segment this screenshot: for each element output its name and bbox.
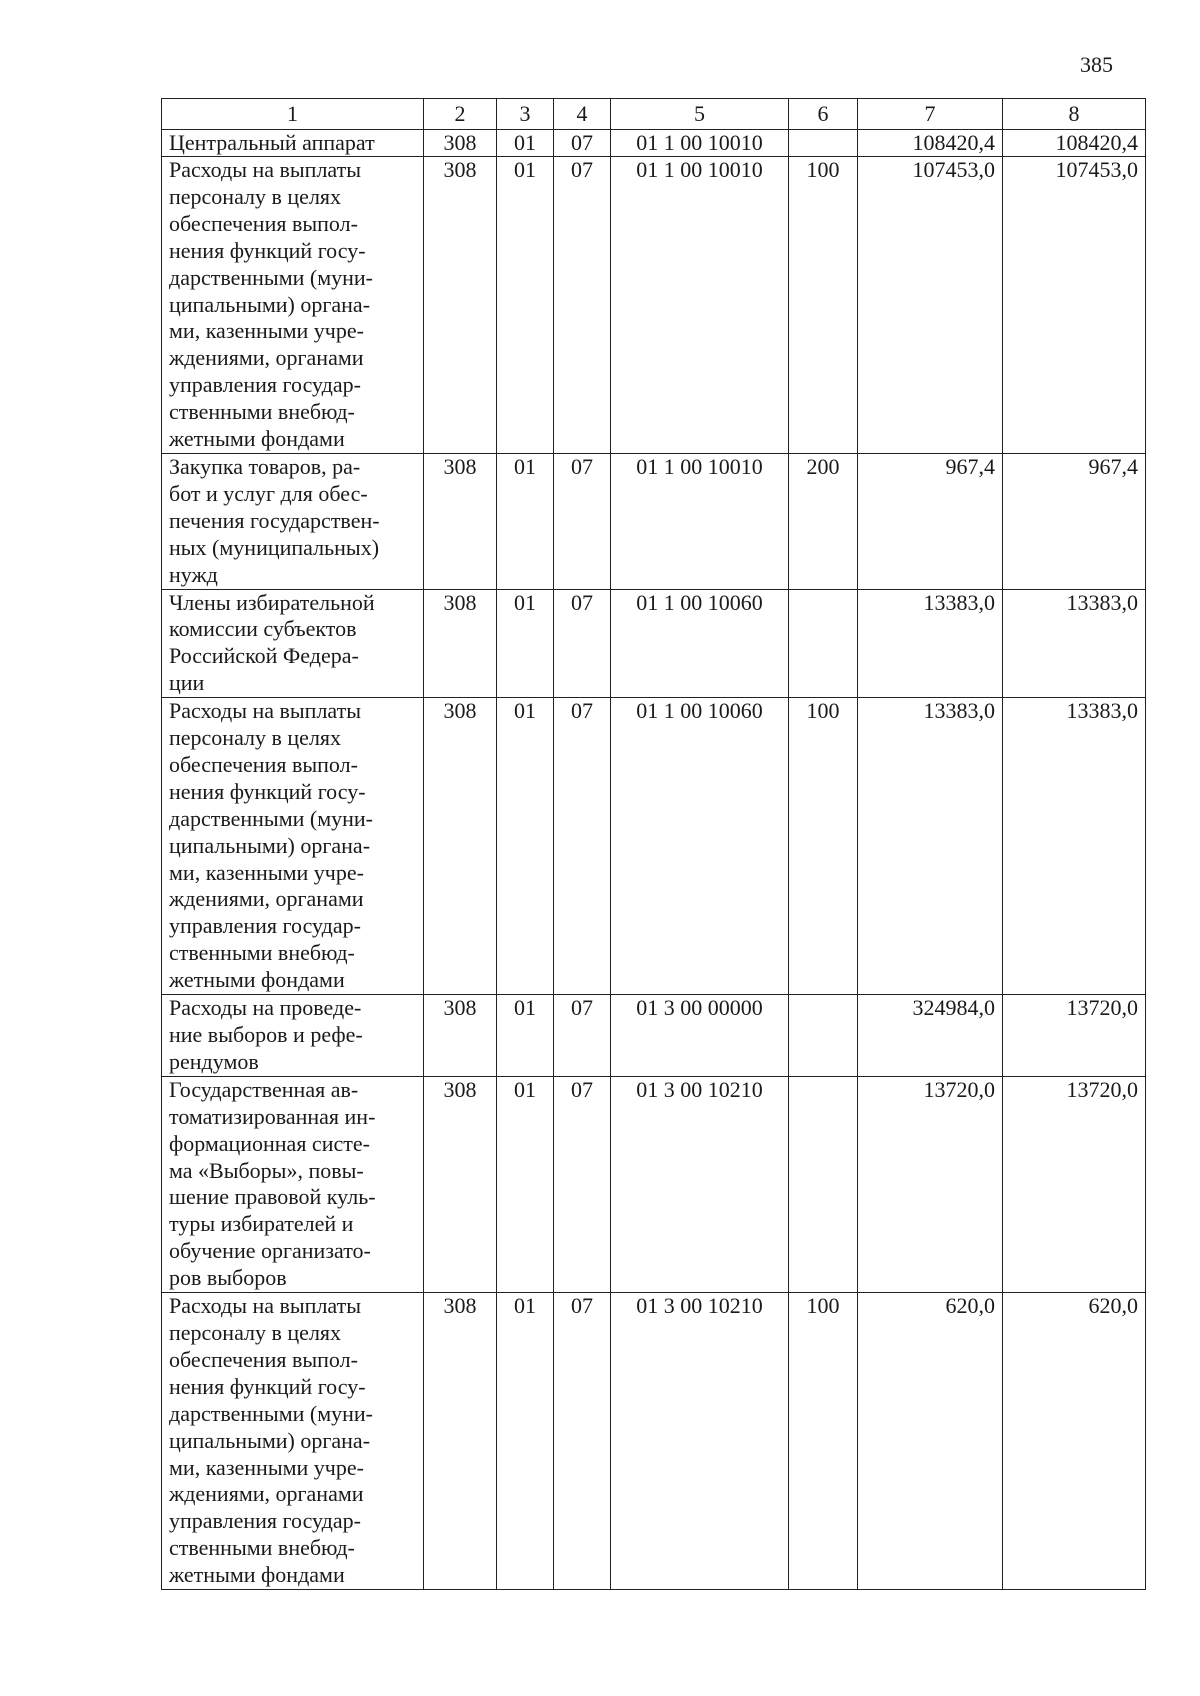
expense-name-line: томатизированная ин-	[169, 1103, 376, 1129]
table-row	[162, 698, 1146, 995]
expense-name-line: ние выборов и рефе-	[169, 1022, 363, 1047]
expense-name-line: Расходы на выплаты	[169, 698, 362, 724]
amount-year-2: 967,4	[1003, 453, 1146, 589]
expense-name-line: персоналу в целях	[169, 183, 342, 209]
expense-name	[162, 130, 424, 157]
expense-name-line: ждениями, органами	[169, 1481, 364, 1507]
amount-year-1: 13383,0	[858, 589, 1003, 698]
subsection-code: 07	[554, 1076, 611, 1292]
amount-year-1: 967,4	[858, 453, 1003, 589]
section-code: 01	[497, 157, 554, 454]
expense-name-line: ственными внебюд-	[169, 940, 355, 966]
expense-name-line: нения функций госу-	[169, 1373, 366, 1399]
target-article-code: 01 3 00 00000	[611, 995, 789, 1077]
expense-name-line: жетными фондами	[169, 1562, 345, 1588]
expense-type-code	[789, 130, 858, 157]
expense-name-line: ров выборов	[169, 1265, 287, 1291]
expense-name-line: обеспечения выпол-	[169, 210, 358, 236]
expense-name-line: бот и услуг для обес-	[169, 480, 368, 506]
expense-name-line: ми, казенными учре-	[169, 1454, 364, 1480]
target-article-code: 01 1 00 10010	[611, 157, 789, 454]
expense-name	[162, 698, 424, 995]
expense-name-line: ми, казенными учре-	[169, 318, 364, 344]
expense-name-line: управления государ-	[169, 1508, 361, 1534]
table-row	[162, 589, 1146, 698]
subsection-code: 07	[554, 1293, 611, 1590]
section-code: 01	[497, 130, 554, 157]
expense-type-code: 200	[789, 453, 858, 589]
subsection-code: 07	[554, 995, 611, 1077]
expense-name-line: нения функций госу-	[169, 778, 366, 804]
section-code: 01	[497, 995, 554, 1077]
expense-name-line: комиссии субъектов	[169, 616, 357, 642]
amount-year-2: 13383,0	[1003, 589, 1146, 698]
header-col-4: 4	[554, 99, 611, 130]
expense-name-line: ждениями, органами	[169, 886, 364, 912]
expense-name-line: шение правовой куль-	[169, 1184, 376, 1210]
expense-name-line: дарственными (муни-	[169, 805, 374, 831]
ministry-code: 308	[424, 995, 497, 1077]
table-row	[162, 995, 1146, 1077]
header-col-3: 3	[497, 99, 554, 130]
expense-type-code	[789, 589, 858, 698]
amount-year-2: 13720,0	[1003, 1076, 1146, 1292]
expense-name-line: управления государ-	[169, 372, 361, 398]
expense-type-code: 100	[789, 698, 858, 995]
expense-name-line: Государственная ав-	[169, 1076, 359, 1102]
ministry-code: 308	[424, 1076, 497, 1292]
target-article-code: 01 1 00 10060	[611, 698, 789, 995]
ministry-code: 308	[424, 589, 497, 698]
ministry-code: 308	[424, 1293, 497, 1590]
subsection-code: 07	[554, 698, 611, 995]
expense-name-line: персоналу в целях	[169, 725, 342, 751]
table-row	[162, 1076, 1146, 1292]
table-row	[162, 130, 1146, 157]
subsection-code: 07	[554, 453, 611, 589]
expense-type-code: 100	[789, 1293, 858, 1590]
ministry-code: 308	[424, 698, 497, 995]
header-col-6: 6	[789, 99, 858, 130]
amount-year-2: 13383,0	[1003, 698, 1146, 995]
expense-name-line: ципальными) органа-	[169, 832, 371, 858]
amount-year-1: 107453,0	[858, 157, 1003, 454]
table-body	[162, 130, 1146, 1590]
expense-name-line: обучение организато-	[169, 1238, 371, 1264]
budget-table	[161, 98, 1146, 1590]
expense-name-line: обеспечения выпол-	[169, 751, 358, 777]
target-article-code: 01 1 00 10010	[611, 130, 789, 157]
header-col-1: 1	[162, 99, 424, 130]
expense-type-code	[789, 995, 858, 1077]
expense-name-line: туры избирателей и	[169, 1211, 354, 1237]
expense-name-line: Члены избирательной	[169, 589, 375, 615]
header-col-7: 7	[858, 99, 1003, 130]
expense-name-line: ственными внебюд-	[169, 399, 355, 425]
expense-name-line: жетными фондами	[169, 967, 345, 993]
amount-year-2: 107453,0	[1003, 157, 1146, 454]
page-number: 385	[1080, 52, 1113, 77]
expense-name-line: Расходы на проведе-	[169, 995, 362, 1021]
expense-name-line: обеспечения выпол-	[169, 1346, 358, 1372]
section-code: 01	[497, 1293, 554, 1590]
amount-year-2: 108420,4	[1003, 130, 1146, 157]
target-article-code: 01 3 00 10210	[611, 1076, 789, 1292]
amount-year-1: 13720,0	[858, 1076, 1003, 1292]
ministry-code: 308	[424, 130, 497, 157]
expense-type-code	[789, 1076, 858, 1292]
expense-name-line: ции	[169, 670, 205, 696]
expense-name-line: Расходы на выплаты	[169, 157, 362, 182]
expense-name-line: формационная систе-	[169, 1130, 370, 1156]
amount-year-1: 13383,0	[858, 698, 1003, 995]
expense-name-line: ма «Выборы», повы-	[169, 1157, 364, 1183]
expense-name-line: нужд	[169, 561, 218, 587]
expense-name-line: рендумов	[169, 1048, 259, 1074]
section-code: 01	[497, 589, 554, 698]
subsection-code: 07	[554, 130, 611, 157]
expense-name-line: ждениями, органами	[169, 345, 364, 371]
expense-name-line: Центральный аппарат	[169, 130, 375, 155]
ministry-code: 308	[424, 157, 497, 454]
expense-name	[162, 1293, 424, 1590]
expense-name-line: дарственными (муни-	[169, 264, 374, 290]
section-code: 01	[497, 453, 554, 589]
section-code: 01	[497, 698, 554, 995]
expense-name-line: Российской Федера-	[169, 643, 359, 669]
expense-name-line: печения государствен-	[169, 507, 380, 533]
expense-name	[162, 157, 424, 454]
expense-name-line: Расходы на выплаты	[169, 1293, 362, 1319]
expense-name-line: ми, казенными учре-	[169, 859, 364, 885]
target-article-code: 01 3 00 10210	[611, 1293, 789, 1590]
expense-name	[162, 589, 424, 698]
subsection-code: 07	[554, 589, 611, 698]
expense-name	[162, 453, 424, 589]
header-col-5: 5	[611, 99, 789, 130]
expense-name-line: управления государ-	[169, 913, 361, 939]
header-col-2: 2	[424, 99, 497, 130]
expense-name-line: ных (муниципальных)	[169, 534, 380, 560]
target-article-code: 01 1 00 10060	[611, 589, 789, 698]
expense-name	[162, 1076, 424, 1292]
expense-name-line: Закупка товаров, ра-	[169, 453, 361, 479]
table-header-row	[162, 99, 1146, 130]
amount-year-2: 13720,0	[1003, 995, 1146, 1077]
table-row	[162, 157, 1146, 454]
header-col-8: 8	[1003, 99, 1146, 130]
expense-name-line: дарственными (муни-	[169, 1400, 374, 1426]
amount-year-2: 620,0	[1003, 1293, 1146, 1590]
expense-name	[162, 995, 424, 1077]
table-row	[162, 1293, 1146, 1590]
amount-year-1: 620,0	[858, 1293, 1003, 1590]
expense-type-code: 100	[789, 157, 858, 454]
amount-year-1: 108420,4	[858, 130, 1003, 157]
expense-name-line: ципальными) органа-	[169, 1427, 371, 1453]
amount-year-1: 324984,0	[858, 995, 1003, 1077]
section-code: 01	[497, 1076, 554, 1292]
target-article-code: 01 1 00 10010	[611, 453, 789, 589]
subsection-code: 07	[554, 157, 611, 454]
expense-name-line: нения функций госу-	[169, 237, 366, 263]
ministry-code: 308	[424, 453, 497, 589]
expense-name-line: ципальными) органа-	[169, 291, 371, 317]
expense-name-line: ственными внебюд-	[169, 1535, 355, 1561]
expense-name-line: персоналу в целях	[169, 1319, 342, 1345]
expense-name-line: жетными фондами	[169, 426, 345, 452]
table-row	[162, 453, 1146, 589]
